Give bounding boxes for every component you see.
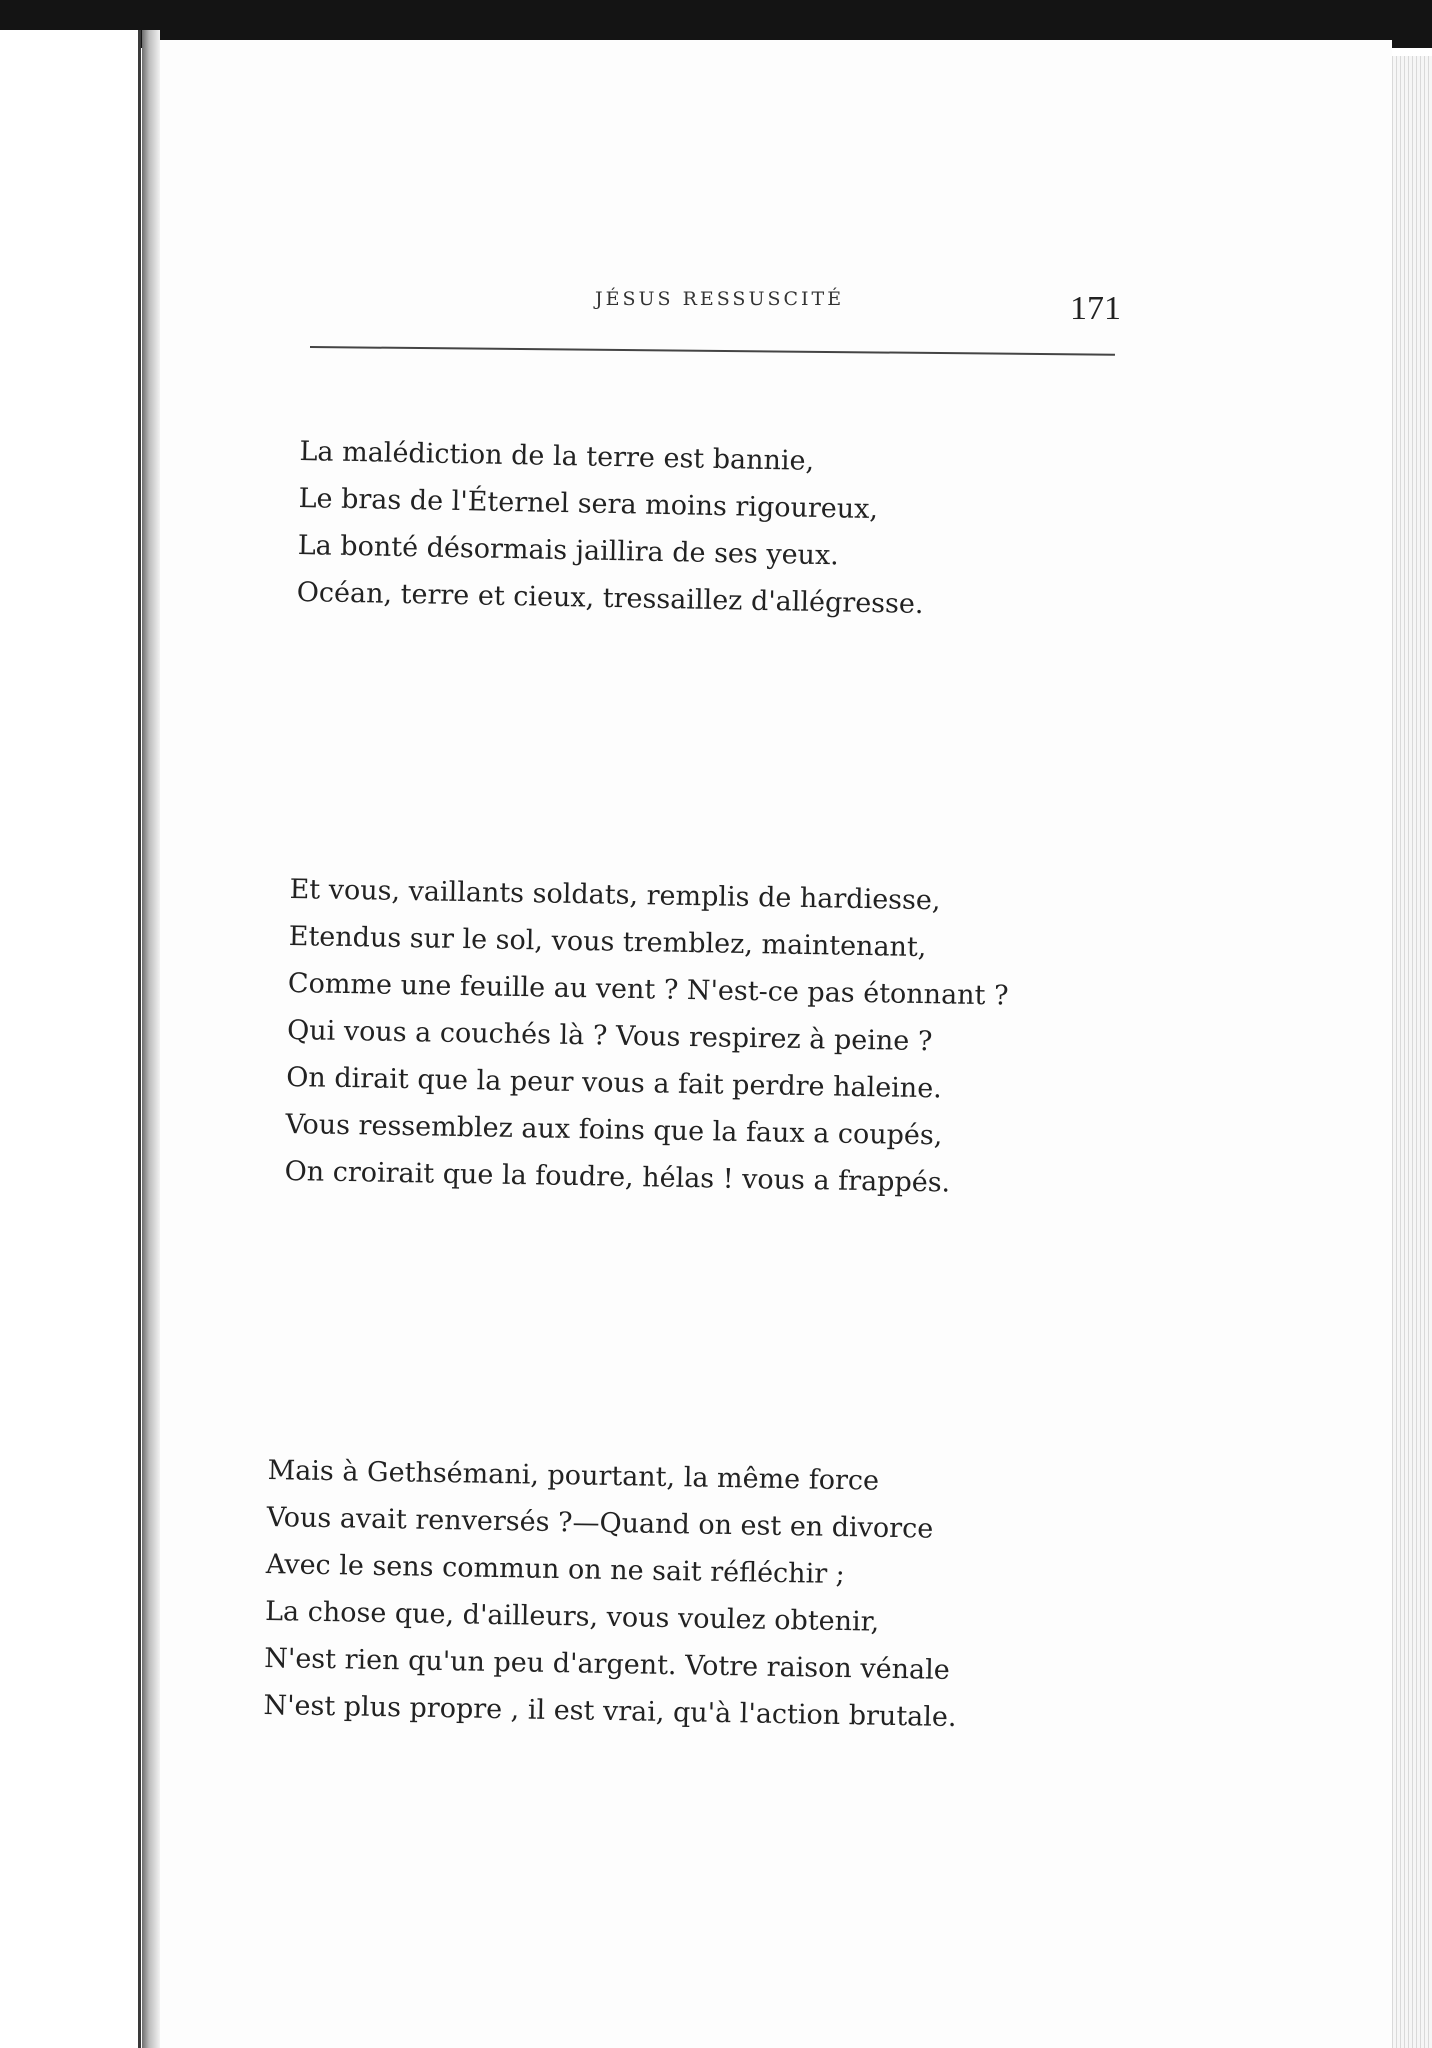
stanza [284, 866, 1010, 1208]
verse-line: La bonté désormais jaillira de ses yeux. [297, 529, 840, 572]
verse-line: Vous ressemblez aux foins que la faux a coupés, [285, 1108, 943, 1152]
verse-line: N'est rien qu'un peu d'argent. Votre raison vénale [264, 1642, 951, 1686]
verse-line: On dirait que la peur vous a fait perdre haleine. [286, 1061, 943, 1105]
verse-line: Océan, terre et cieux, tressaillez d'allégresse. [296, 576, 924, 620]
running-title: JÉSUS RESSUSCITÉ [595, 288, 845, 310]
verse-line: On croirait que la foudre, hélas ! vous a frappés. [284, 1155, 951, 1199]
verse-line: N'est plus propre , il est vrai, qu'à l'action brutale. [263, 1689, 957, 1734]
verse-line: Etendus sur le sol, vous tremblez, maintenant, [288, 920, 927, 964]
verse-line: Vous avait renversés ?—Quand on est en divorce [266, 1501, 934, 1545]
verse-line: Mais à Gethsémani, pourtant, la même force [267, 1454, 880, 1497]
book-spine-shadow [142, 30, 160, 2048]
verse-line: La chose que, d'ailleurs, vous voulez obtenir, [264, 1595, 880, 1638]
verse-line: Le bras de l'Éternel sera moins rigoureux, [298, 482, 879, 526]
page-number: 171 [1070, 290, 1121, 327]
facing-page-edge [0, 30, 141, 2048]
stanza [263, 1447, 961, 1741]
stanza [296, 428, 926, 628]
verse-line: Comme une feuille au vent ? N'est-ce pas étonnant ? [287, 967, 1009, 1012]
verse-line: Qui vous a couchés là ? Vous respirez à peine ? [286, 1014, 933, 1058]
page-stack-edge [1392, 56, 1432, 2048]
verse-line: Avec le sens commun on ne sait réfléchir ; [265, 1548, 846, 1591]
verse-line: Et vous, vaillants soldats, remplis de hardiesse, [289, 873, 941, 917]
verse-line: La malédiction de la terre est bannie, [299, 435, 815, 477]
